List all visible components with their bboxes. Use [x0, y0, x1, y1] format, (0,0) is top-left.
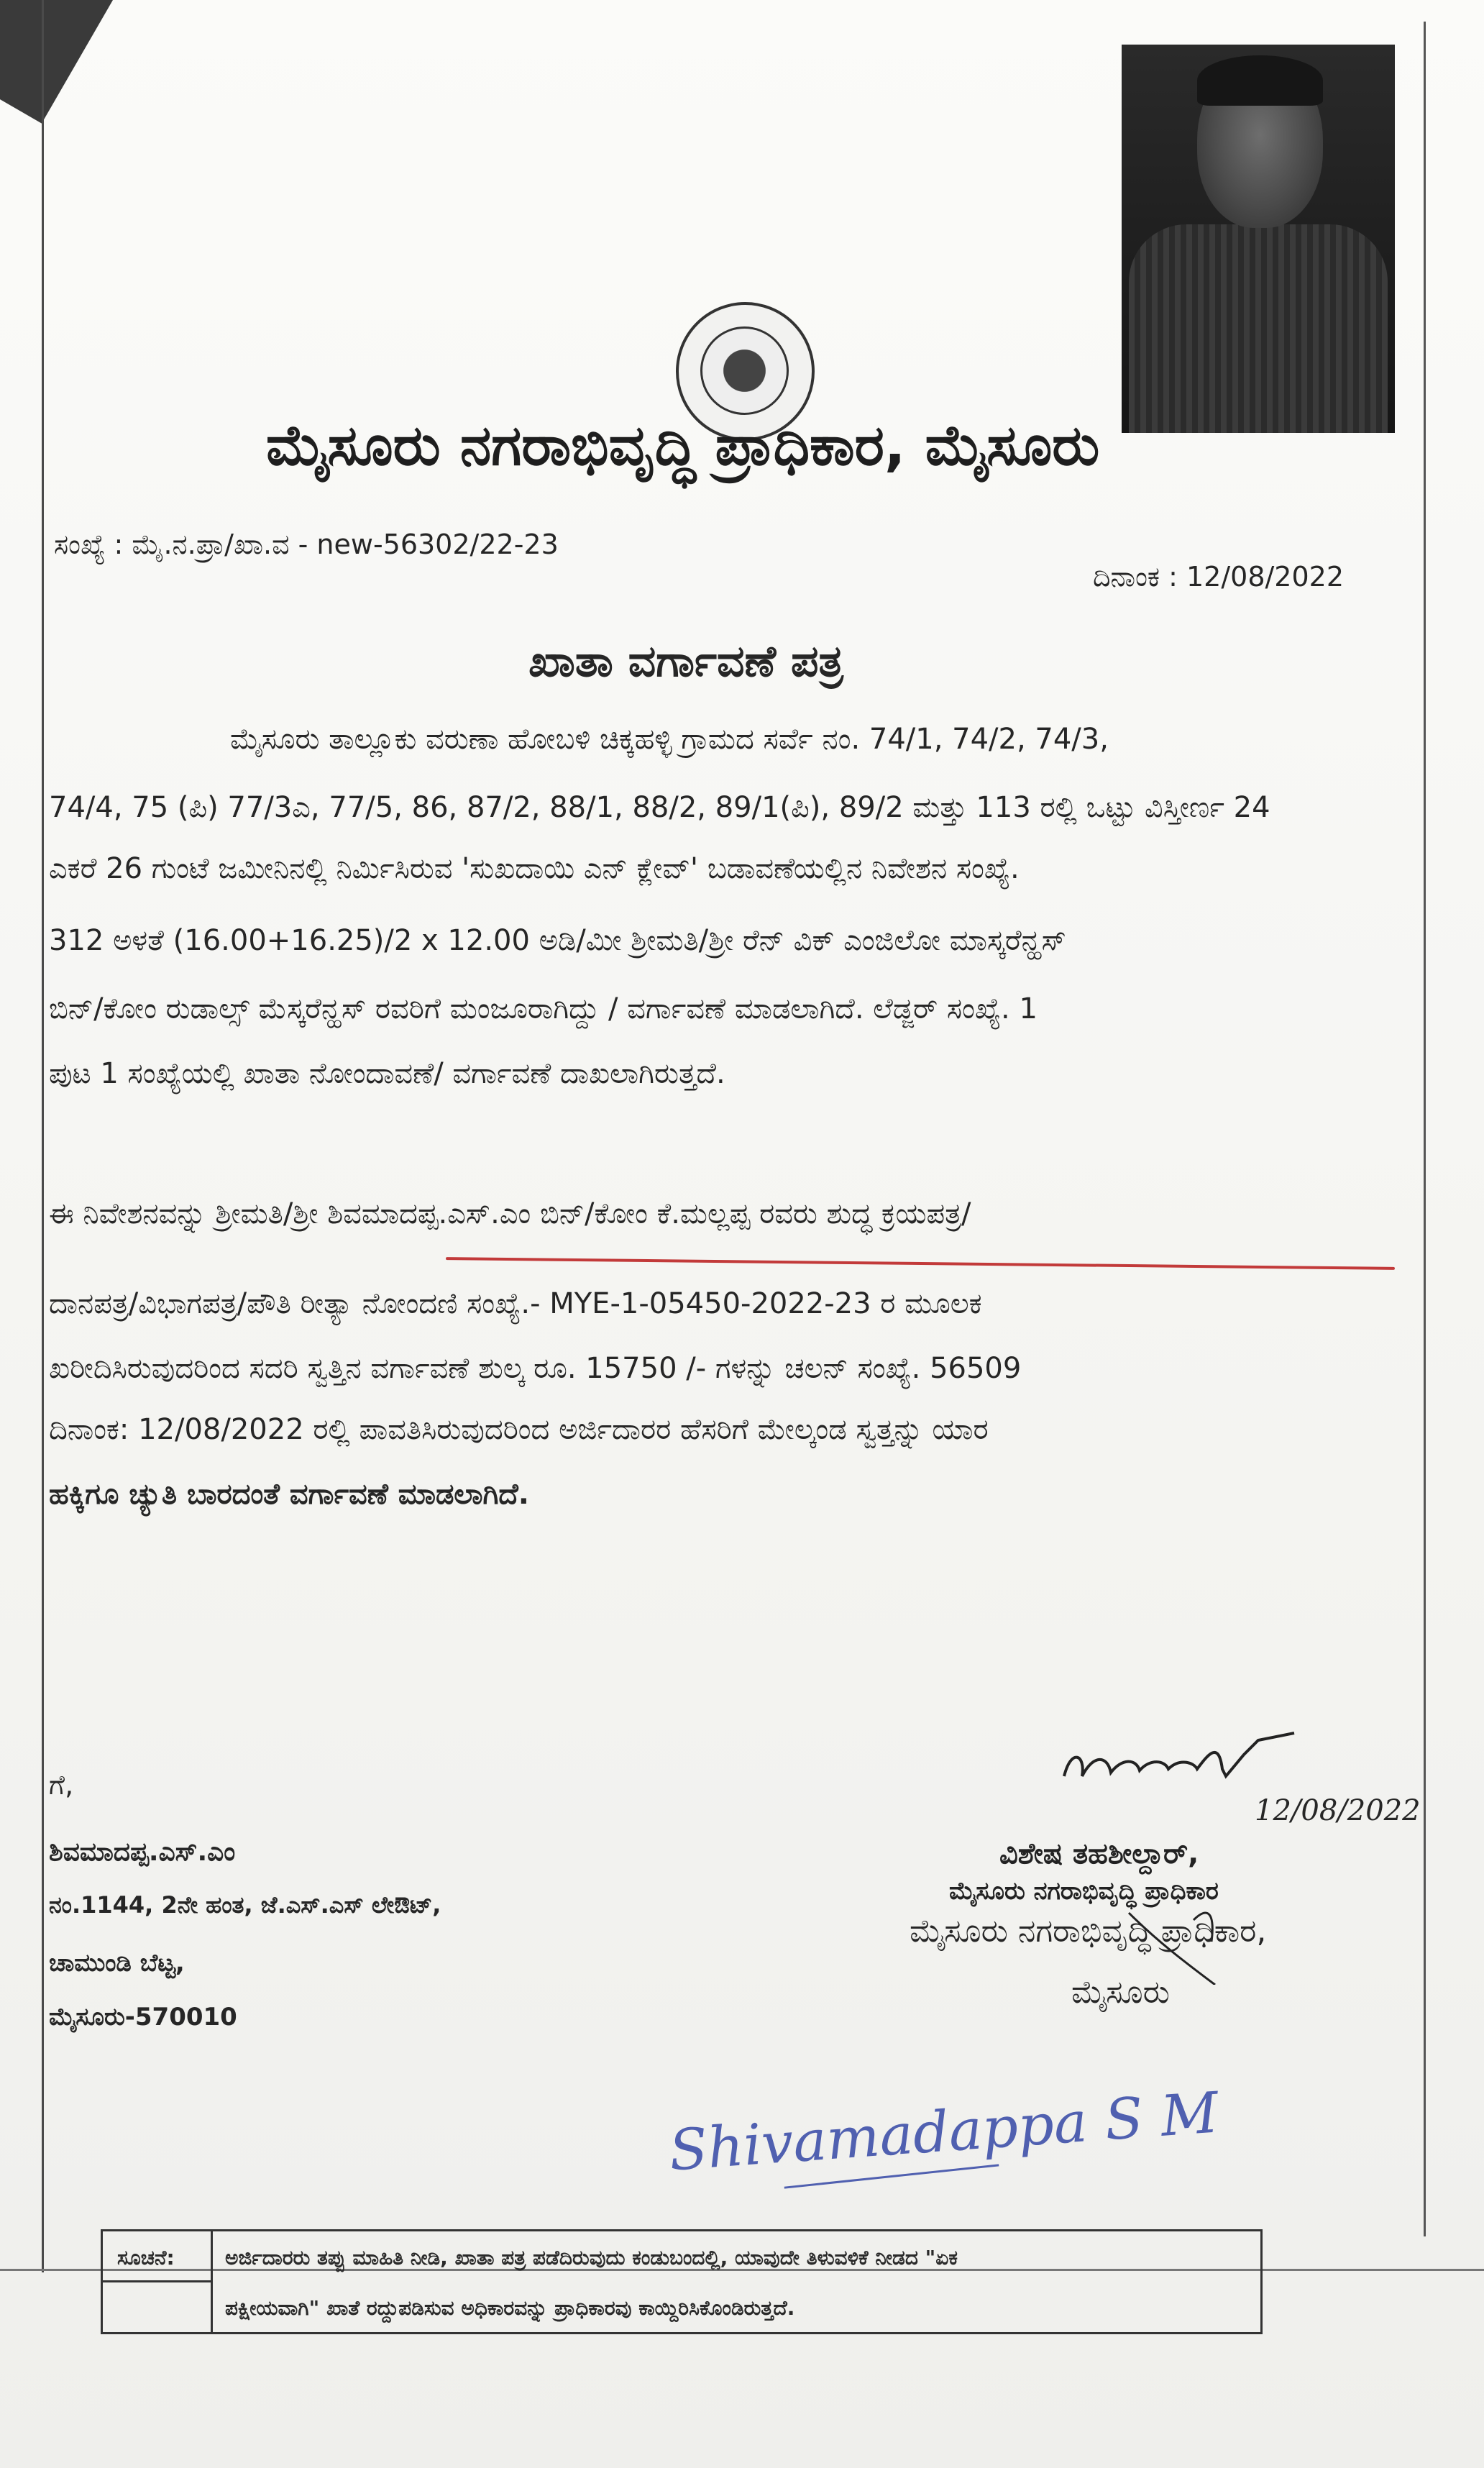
applicant-signature: Shivamadappa S M: [667, 2080, 1221, 2184]
paragraph2-line: ದಾನಪತ್ರ/ವಿಭಾಗಪತ್ರ/ಪೌತಿ ರೀತ್ಯಾ ನೋಂದಣಿ ಸಂಖ್ಯೆ.- MYE-1-05450-2022-23 ರ ಮೂಲಕ: [49, 1287, 982, 1320]
paragraph2-line: ಖರೀದಿಸಿರುವುದರಿಂದ ಸದರಿ ಸ್ವತ್ತಿನ ವರ್ಗಾವಣೆ ಶುಲ್ಕ ರೂ. 15750 /- ಗಳನ್ನು ಚಲನ್ ಸಂಖ್ಯೆ. 56509: [49, 1352, 1022, 1385]
recipient-address-line: ನಂ.1144, 2ನೇ ಹಂತ, ಜೆ.ಎಸ್.ಎಸ್ ಲೇಔಟ್,: [49, 1891, 441, 1919]
paragraph1-line: ಎಕರೆ 26 ಗುಂಟೆ ಜಮೀನಿನಲ್ಲಿ ನಿರ್ಮಿಸಿರುವ 'ಸುಖದಾಯಿ ಎನ್ ಕ್ಲೇವ್' ಬಡಾವಣೆಯಲ್ಲಿನ ನಿವೇಶನ ಸಂಖ್ಯೆ.: [49, 852, 1020, 885]
recipient-address-line: ಮೈಸೂರು-570010: [49, 2003, 237, 2031]
paragraph2-line: ಈ ನಿವೇಶನವನ್ನು ಶ್ರೀಮತಿ/ಶ್ರೀ ಶಿವಮಾದಪ್ಪ.ಎಸ್.ಎಂ ಬಿನ್/ಕೋಂ ಕೆ.ಮಲ್ಲಪ್ಪ ರವರು ಶುದ್ಧ ಕ್ರಯಪತ್ರ/: [49, 1197, 971, 1230]
document-title: ಖಾತಾ ವರ್ಗಾವಣೆ ಪತ್ರ: [528, 636, 843, 687]
note-label-cell: [103, 2231, 213, 2332]
note-label: ಸೂಚನೆ:: [117, 2246, 175, 2270]
paragraph2-line: ಹಕ್ಕಿಗೂ ಚ್ಯುತಿ ಬಾರದಂತೆ ವರ್ಗಾವಣೆ ಮಾಡಲಾಗಿದೆ.: [49, 1478, 529, 1511]
note-text-line: ಅರ್ಜಿದಾರರು ತಪ್ಪು ಮಾಹಿತಿ ನೀಡಿ, ಖಾತಾ ಪತ್ರ ಪಡೆದಿರುವುದು ಕಂಡುಬಂದಲ್ಲಿ, ಯಾವುದೇ ತಿಳುವಳಿಕೆ ನೀಡದ "ಏಕ: [225, 2246, 958, 2270]
paragraph1-line: 74/4, 75 (ಪಿ) 77/3ಎ, 77/5, 86, 87/2, 88/1, 88/2, 89/1(ಪಿ), 89/2 ಮತ್ತು 113 ರಲ್ಲಿ ಒಟ್ಟು ವಿಸ್ತೀರ್ಣ 24: [49, 791, 1270, 824]
paragraph1-line: ಮೈಸೂರು ತಾಲ್ಲೂಕು ವರುಣಾ ಹೋಬಳಿ ಚಿಕ್ಕಹಳ್ಳಿ ಗ್ರಾಮದ ಸರ್ವೆ ನಂ. 74/1, 74/2, 74/3,: [230, 723, 1109, 756]
recipient-salutation: ಗೆ,: [49, 1769, 74, 1801]
red-pen-underline: [446, 1257, 1395, 1270]
signatory-office: ಮೈಸೂರು ನಗರಾಭಿವೃದ್ಧಿ ಪ್ರಾಧಿಕಾರ,: [910, 1913, 1267, 1950]
note-box: [101, 2229, 1263, 2334]
signatory-designation: ವಿಶೇಷ ತಹಶೀಲ್ದಾರ್,: [999, 1837, 1199, 1870]
signature-date: 12/08/2022: [1255, 1794, 1421, 1827]
organization-title: ಮೈಸೂರು ನಗರಾಭಿವೃದ್ಧಿ ಪ್ರಾಧಿಕಾರ, ಮೈಸೂರು: [266, 413, 1100, 478]
recipient-name: ಶಿವಮಾದಪ್ಪ.ಎಸ್.ಎಂ: [49, 1837, 236, 1867]
sheet-edge-right: [1424, 22, 1426, 2236]
signatory-stamp-line: ಮೈಸೂರು ನಗರಾಭಿವೃದ್ಧಿ ಪ್ರಾಧಿಕಾರ: [949, 1877, 1219, 1906]
page-shadow: [0, 0, 114, 124]
paragraph1-line: 312 ಅಳತೆ (16.00+16.25)/2 x 12.00 ಅಡಿ/ಮೀ ಶ್ರೀಮತಿ/ಶ್ರೀ ರೆನ್ ವಿಕ್ ಎಂಜಿಲೋ ಮಾಸ್ಕರೆನ್ಹಸ್: [49, 924, 1066, 957]
applicant-photo: [1122, 45, 1395, 433]
paragraph1-line: ಬಿನ್/ಕೋಂ ರುಡಾಲ್ಸ್ ಮೆಸ್ಕರೆನ್ಹಸ್ ರವರಿಗೆ ಮಂಜೂರಾಗಿದ್ದು / ವರ್ಗಾವಣೆ ಮಾಡಲಾಗಿದೆ. ಲೆಡ್ಜರ್ ಸಂಖ್ಯೆ. 1: [49, 992, 1038, 1025]
recipient-address-line: ಚಾಮುಂಡಿ ಬೆಟ್ಟ,: [49, 1949, 185, 1978]
note-text-line: ಪಕ್ಷೀಯವಾಗಿ" ಖಾತೆ ರದ್ದುಪಡಿಸುವ ಅಧಿಕಾರವನ್ನು ಪ್ರಾಧಿಕಾರವು ಕಾಯ್ದಿರಿಸಿಕೊಂಡಿರುತ್ತದೆ.: [225, 2296, 795, 2320]
issue-date: ದಿನಾಂಕ : 12/08/2022: [1093, 561, 1345, 593]
paragraph1-line: ಪುಟ 1 ಸಂಖ್ಯೆಯಲ್ಲಿ ಖಾತಾ ನೋಂದಾವಣೆ/ ವರ್ಗಾವಣೆ ದಾಖಲಾಗಿರುತ್ತದೆ.: [49, 1057, 725, 1090]
reference-number: ಸಂಖ್ಯೆ : ಮೈ.ನ.ಪ್ರಾ/ಖಾ.ವ - new-56302/22-23: [54, 529, 559, 560]
signatory-city: ಮೈಸೂರು: [1071, 1974, 1170, 2011]
sheet-edge-left: [42, 0, 44, 2272]
paragraph2-line: ದಿನಾಂಕ: 12/08/2022 ರಲ್ಲಿ ಪಾವತಿಸಿರುವುದರಿಂದ ಅರ್ಜಿದಾರರ ಹೆಸರಿಗೆ ಮೇಲ್ಕಂಡ ಸ್ವತ್ತನ್ನು ಯಾರ: [49, 1413, 989, 1446]
